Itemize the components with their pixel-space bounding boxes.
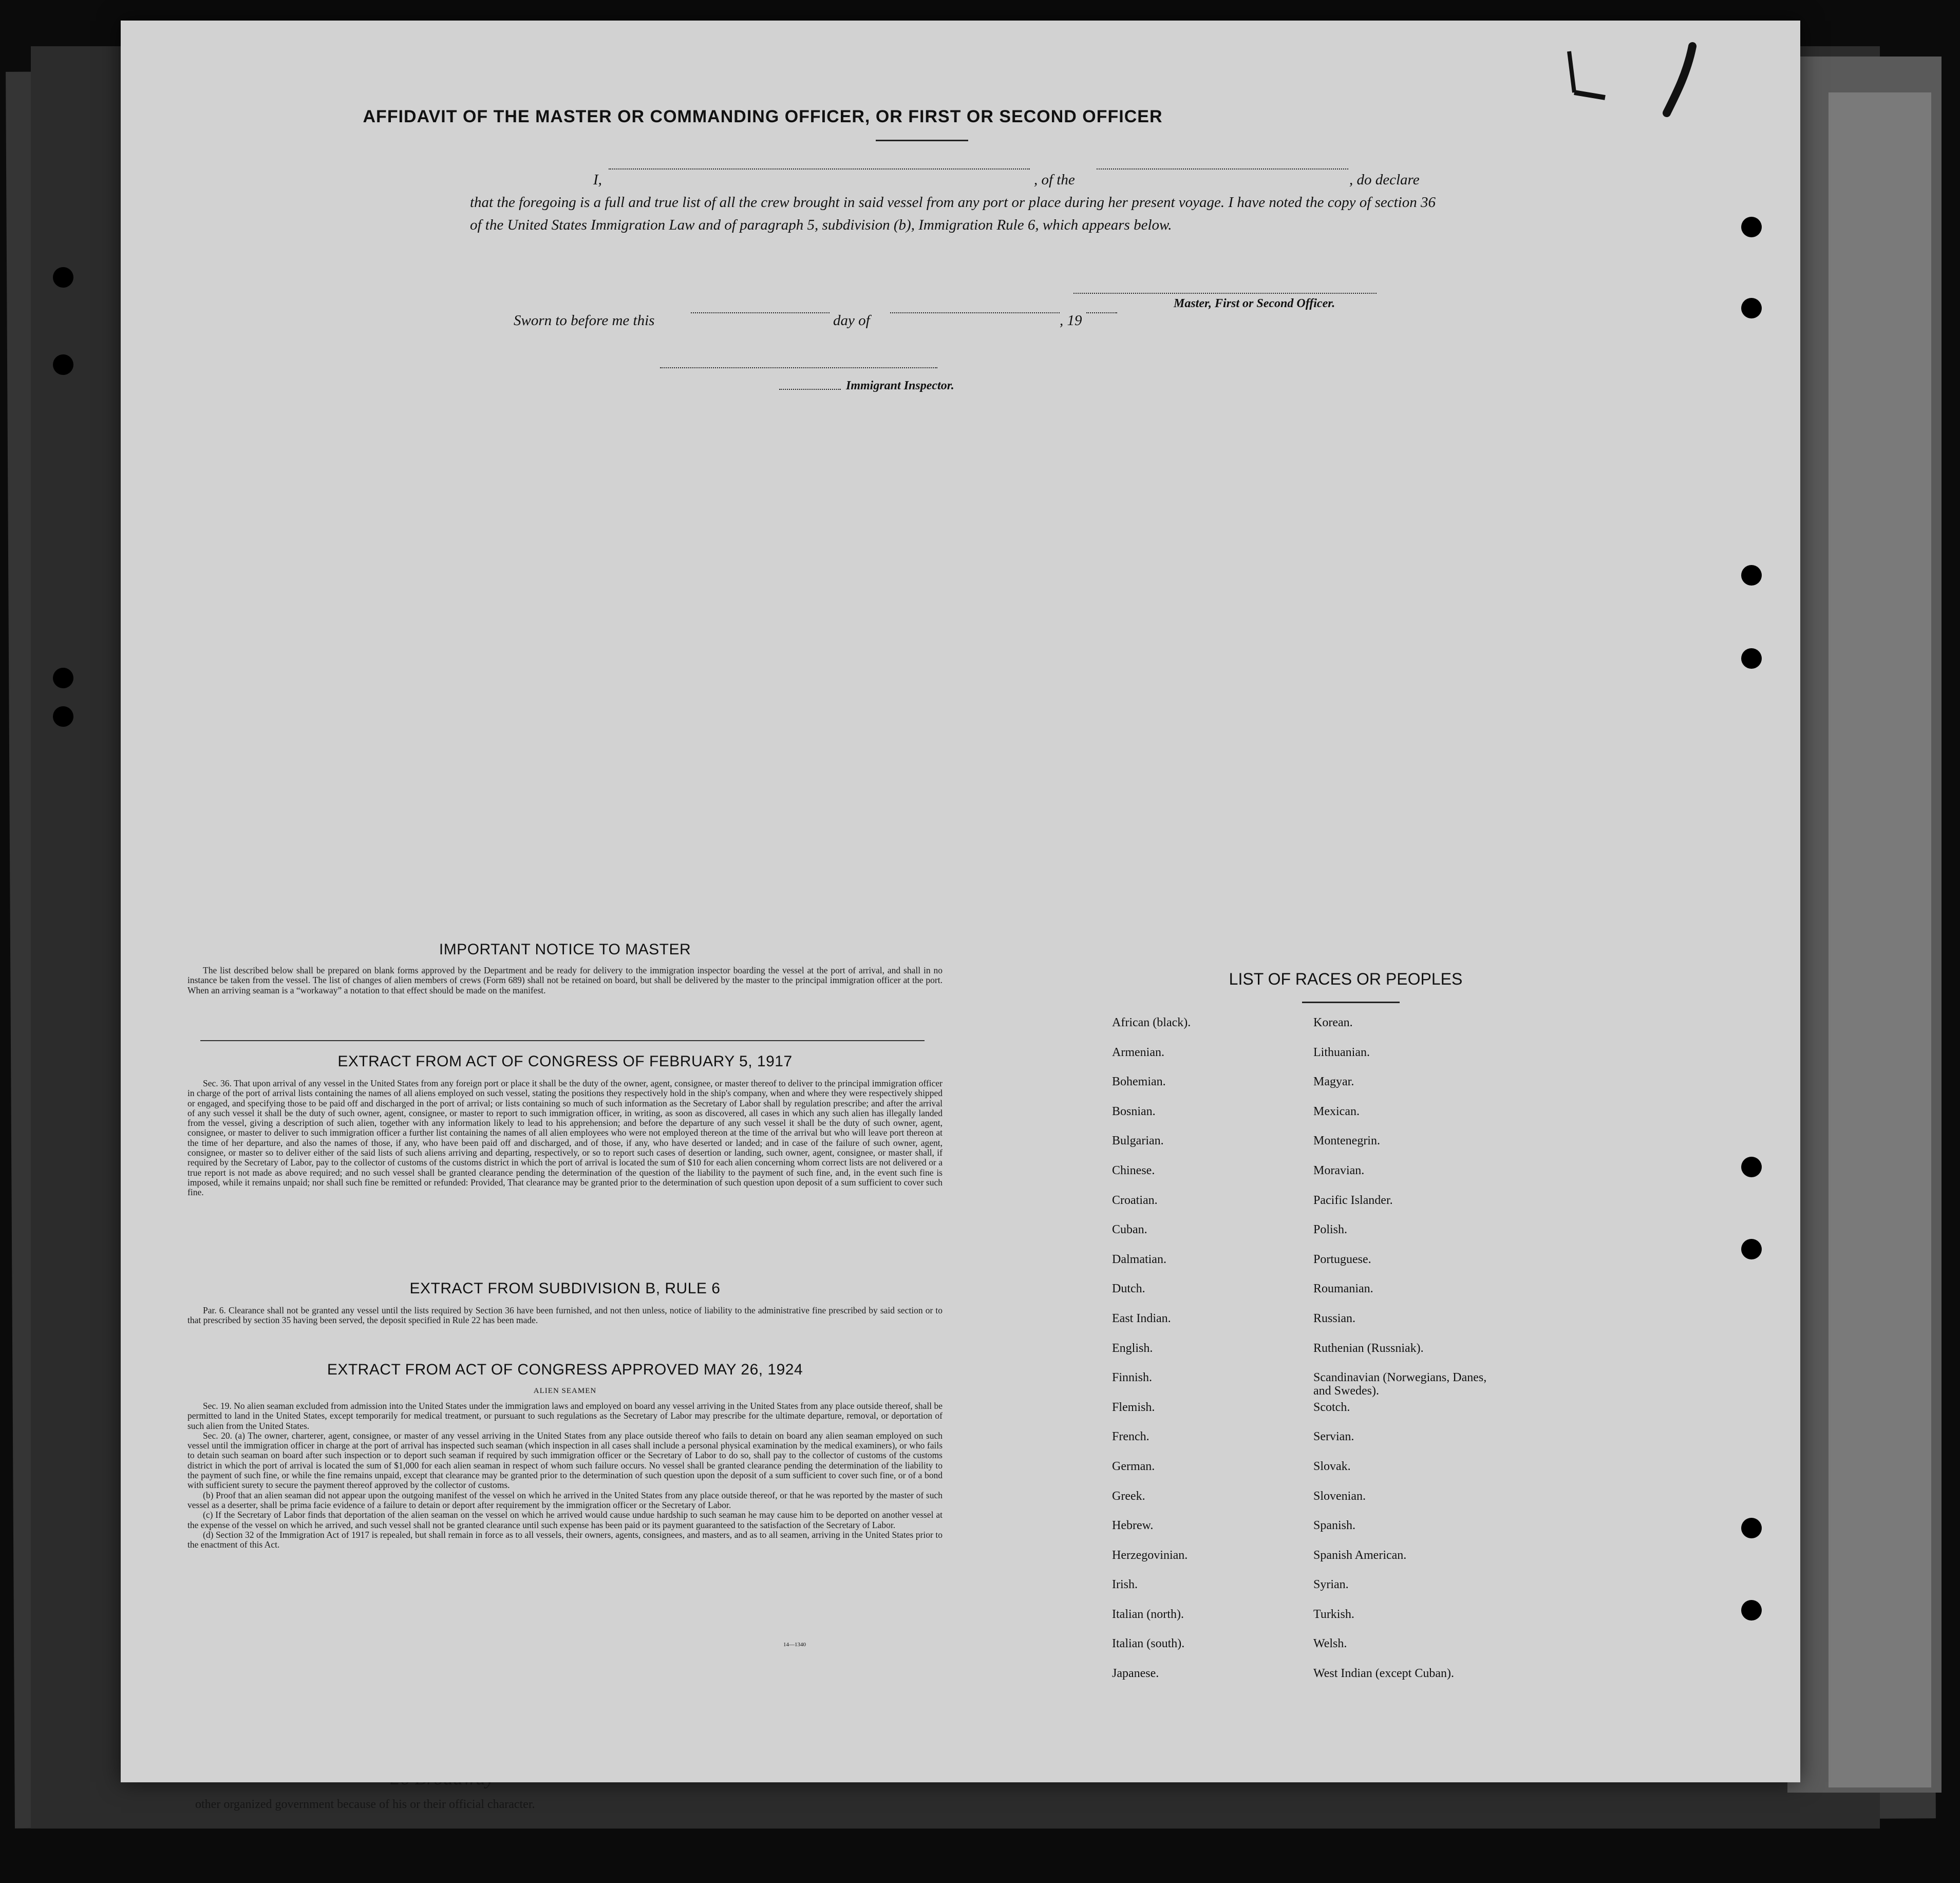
race-item: Bulgarian. [1112,1134,1164,1148]
race-item: Syrian. [1313,1578,1349,1592]
race-item: Greek. [1112,1489,1145,1503]
race-item: Magyar. [1313,1075,1354,1089]
extract-1924-title: EXTRACT FROM ACT OF CONGRESS APPROVED MAY 26, 1924 [327,1361,803,1378]
underlying-sheet-edge [1829,92,1931,1787]
extract-1917-title: EXTRACT FROM ACT OF CONGRESS OF FEBRUARY 5, 1917 [337,1053,793,1070]
form-number: 14—1340 [783,1642,806,1648]
affidavit-declaration-line [470,168,1436,191]
race-item: Irish. [1112,1578,1138,1592]
handwritten-mark [1559,41,1723,118]
races-title: LIST OF RACES OR PEOPLES [1229,970,1463,988]
form-page [121,21,1800,1782]
race-item: English. [1112,1341,1153,1355]
race-item: Herzegovinian. [1112,1548,1188,1562]
vessel-field[interactable] [1097,168,1348,170]
binding-hole [1741,298,1762,318]
day-of-label: day of [833,312,870,329]
race-item: Polish. [1313,1223,1348,1237]
sec-19-paragraph: Sec. 19. No alien seaman excluded from admission into the United States under the immigration laws and employed on board any vessel arriving in the United States from any place outside thereof, shall be permitted to land in the United States, except temporarily for medical treatment, or pursuant to such regulations as the Secretary of Labor may prescribe for the ultimate departure, removal, or deportation of such alien from the United States. [187,1401,943,1431]
extract-rule6-text [187,1306,943,1326]
affidavit-title: AFFIDAVIT OF THE MASTER OR COMMANDING OFFICER, OR FIRST OR SECOND OFFICER [363,107,1163,126]
binding-hole [1741,1518,1762,1538]
race-item: Dalmatian. [1112,1252,1166,1266]
month-field[interactable] [890,312,1060,313]
race-item: Roumanian. [1313,1282,1373,1296]
race-item: Croatian. [1112,1193,1158,1207]
race-item: African (black). [1112,1016,1191,1029]
label-do-declare: , do declare [1349,172,1420,188]
section-divider [200,1040,925,1041]
label-i: I, [593,172,602,188]
binding-hole [1741,1157,1762,1177]
sec-20c-paragraph: (c) If the Secretary of Labor finds that deportation of the alien seaman on the vessel on which he arrived would cause undue hardship to such seaman he may cause him to be deported on another vessel at the expense of the vessel on which he arrived, and such vessel shall not be granted clearance until such expense has been paid or its payment guaranteed to the satisfaction of the Secretary of Labor. [187,1510,943,1530]
race-item: Pacific Islander. [1313,1193,1393,1207]
inspector-label: Immigrant Inspector. [846,379,954,392]
handwritten-nine [1790,396,1800,570]
sworn-line [514,312,1130,335]
race-item: Moravian. [1313,1163,1365,1177]
extract-rule6-paragraph: Par. 6. Clearance shall not be granted any vessel until the lists required by Section 36 have been furnished, and not then unless, notice of liability to the administrative fine prescribed by said section or to that prescribed by section 35 having been served, the deposit specified in Rule 22 has been made. [187,1305,943,1326]
binding-hole [53,267,73,288]
name-field[interactable] [609,168,1030,170]
notice-text [187,966,943,995]
sec-20b-paragraph: (b) Proof that an alien seaman did not appear upon the outgoing manifest of the vessel on which he arrived in the United States from any place outside thereof, or that he was reported by the master of such vessel as a deserter, shall be prima facie evidence of a failure to detain or deport after requirement by the immigration officer or the Secretary of Labor. [187,1490,943,1510]
races-rule [1302,1002,1400,1003]
signature-label: Master, First or Second Officer. [1174,297,1335,310]
race-item: Hebrew. [1112,1519,1154,1533]
notice-paragraph: The list described below shall be prepared on blank forms approved by the Department and be ready for delivery to the immigration inspector boarding the vessel at the port of arrival, and shall in no instance be taken from the vessel. The list of changes of alien members of crews (Form 689) shall not be retained on board, but shall be delivered by the master to the principal immigration officer at the port. When an arriving seaman is a “workaway” a notation to that effect should be made on the manifest. [187,965,943,995]
race-item: Dutch. [1112,1282,1145,1296]
race-item: Scandinavian (Norwegians, Danes, and Swedes). [1313,1371,1487,1398]
binding-hole [1741,565,1762,586]
inspector-dots [779,389,841,390]
race-item: Ruthenian (Russniak). [1313,1341,1424,1355]
inspector-signature-field[interactable] [660,367,937,368]
sec-20a-paragraph: Sec. 20. (a) The owner, charterer, agent, consignee, or master of any vessel arriving in the United States from any place outside thereof who fails to detain on board any alien seaman employed on such vessel until the immigration officer in charge at the port of arrival has inspected such seaman (which inspection in all cases shall include a personal physical examination by the medical examiners), or who fails to detain such seaman on board after such inspection or to deport such seaman if required by such immigration officer or the Secretary of Labor to do so, shall pay to the collector of customs of the customs district in which the port of arrival is located the sum of $1,000 for each alien seaman in respect of whom such failure occurs. No vessel shall be granted clearance pending the determination of the liability to the payment of such fine, or while the fine remains unpaid, except that clearance may be granted prior to the determination of such question upon the deposit of a sum sufficient to cover such fine, or of a bond with sufficient surety to secure the payment thereof approved by the collector of customs. [187,1430,943,1491]
notice-title: IMPORTANT NOTICE TO MASTER [439,941,691,958]
race-item: Cuban. [1112,1223,1147,1237]
race-item: Armenian. [1112,1045,1164,1059]
race-item: Mexican. [1313,1104,1360,1118]
day-field[interactable] [691,312,830,313]
race-item: Turkish. [1313,1607,1354,1621]
label-of-the: , of the [1034,172,1075,188]
binding-hole [53,668,73,688]
extract-1924-subtitle: ALIEN SEAMEN [533,1387,597,1395]
race-item: Russian. [1313,1311,1356,1325]
affidavit-body [470,168,1436,236]
binding-hole [1741,1600,1762,1621]
race-item: Chinese. [1112,1163,1155,1177]
race-item: Portuguese. [1313,1252,1371,1266]
race-item: East Indian. [1112,1311,1171,1325]
race-item: Spanish. [1313,1519,1356,1533]
extract-1917-paragraph: Sec. 36. That upon arrival of any vessel in the United States from any foreign port or place it shall be the duty of the owner, agent, consignee, or master thereof to deliver to the principal immigration officer in charge of the port of arrival lists containing the names of all aliens employed on such vessel, stating the positions they respectively hold in the ship's company, when and where they were respectively shipped or engaged, and specifying those to be paid off and discharged in the port of arrival; or lists containing so much of such information as the Secretary of Labor shall by regulation prescribe; and after the arrival of any such vessel it shall be the duty of such owner, agent, consignee, or master to report to such immigration officer, in writing, as soon as discovered, all cases in which any such alien has illegally landed from the vessel, giving a description of such alien, together with any information likely to lead to his apprehension; and before the departure of any such vessel it shall be the duty of such owner, agent, consignee, or master to deliver to such immigration officer a further list containing the names of all alien employees who were not employed thereon at the time of the arrival but who will leave port thereon at the time of her departure, and also the names of those, if any, who have been paid off and discharged, and of those, if any, who have deserted or landed; and in case of the failure of such owner, agent, consignee, or master so to deliver either of the said lists of such aliens arriving and departing, respectively, or so to report such cases of desertion or landing, such owner, agent, consignee, or master shall, if required by the Secretary of Labor, pay to the collector of customs of the customs district in which the port of arrival is located the sum of $10 for each alien concerning whom correct lists are not delivered or a true report is not made as above required; and no such vessel shall be granted clearance pending the determination of the question of the liability to the payment of such fine, and, in the event such fine is imposed, while it remains unpaid; nor shall such fine be remitted or refunded: Provided, That clearance may be granted prior to the determination of such question upon deposit of a sum sufficient to cover such fine. [187,1078,943,1198]
race-item: Italian (south). [1112,1637,1185,1651]
race-item: Welsh. [1313,1637,1347,1651]
races-left-column [1112,1016,1191,1697]
race-item: Lithuanian. [1313,1045,1370,1059]
race-item: Servian. [1313,1430,1354,1444]
binding-hole [1741,217,1762,237]
binding-hole [53,354,73,375]
signature-field[interactable] [1073,293,1377,294]
race-item: Scotch. [1313,1400,1350,1414]
binding-hole [1741,1239,1762,1259]
binding-hole [1741,648,1762,669]
race-item: Finnish. [1112,1371,1153,1385]
affidavit-statement: that the foregoing is a full and true list of all the crew brought in said vessel from any port or place during her present voyage. I have noted the copy of section 36 of the United States Immigration Law and of paragraph 5, subdivision (b), Immigration Rule 6, which appears below. [470,194,1436,233]
race-item: Bohemian. [1112,1075,1166,1089]
races-right-column [1313,1016,1498,1697]
race-item: Bosnian. [1112,1104,1156,1118]
title-rule [876,140,968,141]
sworn-label: Sworn to before me this [514,312,655,329]
race-item: Japanese. [1112,1667,1159,1681]
race-item: Flemish. [1112,1400,1155,1414]
binding-hole [53,706,73,727]
race-item: Italian (north). [1112,1607,1184,1621]
race-item: Slovenian. [1313,1489,1366,1503]
race-item: Korean. [1313,1016,1353,1029]
race-item: German. [1112,1459,1155,1473]
race-item: Spanish American. [1313,1548,1407,1562]
extract-1917-text [187,1079,943,1198]
year-field[interactable] [1086,312,1117,313]
extract-1924-text [187,1401,943,1550]
extract-rule6-title: EXTRACT FROM SUBDIVISION B, RULE 6 [409,1280,721,1297]
sec-20d-paragraph: (d) Section 32 of the Immigration Act of 1917 is repealed, but shall remain in force as to all vessels, their owners, agents, consignees, and masters, and as to all seamen, arriving in the United States prior to the enactment of this Act. [187,1529,943,1550]
race-item: West Indian (except Cuban). [1313,1667,1454,1681]
year-prefix: , 19 [1060,312,1082,329]
race-item: French. [1112,1430,1149,1444]
underlying-footer-text: other organized government because of his or their official character. [195,1798,535,1811]
race-item: Slovak. [1313,1459,1351,1473]
race-item: Montenegrin. [1313,1134,1380,1148]
